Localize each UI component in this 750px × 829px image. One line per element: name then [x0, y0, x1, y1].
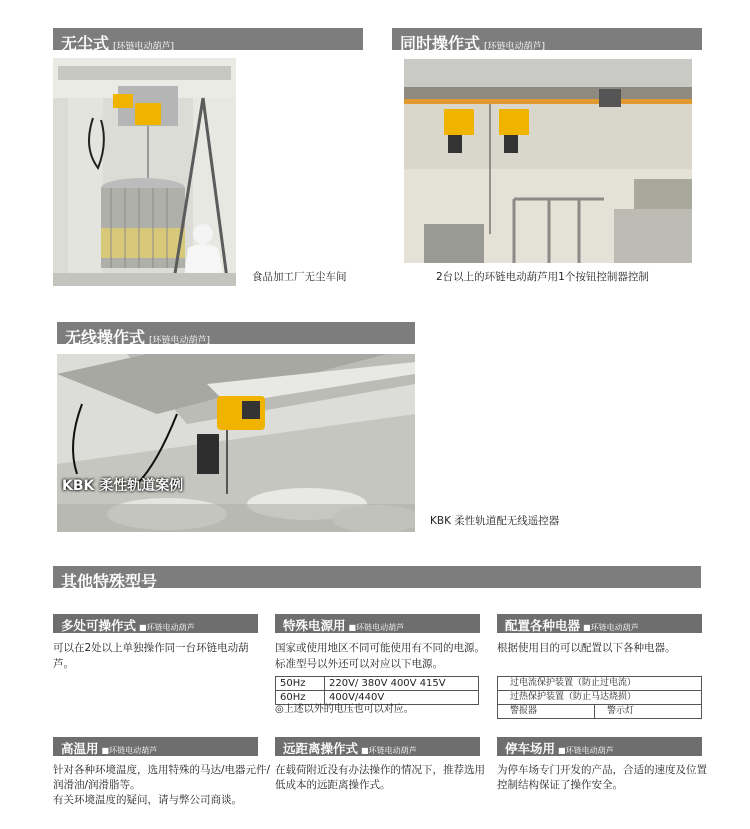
card-text-remote-1: 在载荷附近没有办法操作的情况下，推荐选用: [275, 764, 485, 776]
equipment-table: [497, 676, 702, 719]
card-header-multi: [53, 614, 258, 633]
caption-simultaneous: 2台以上的环链电动葫芦用1个按钮控制器控制: [436, 271, 649, 283]
photo-kbk-wireless: [57, 354, 415, 532]
card-subtitle: ■环链电动葫芦: [348, 623, 405, 632]
card-title: 多处可操作式: [61, 618, 137, 633]
card-header-equip: [497, 614, 702, 633]
card-title: 停车场用: [505, 741, 556, 756]
table-cell: 220V/ 380V 400V 415V: [325, 677, 479, 691]
table-cell: 60Hz: [276, 691, 325, 705]
table-cell: 50Hz: [276, 677, 325, 691]
voltage-table: [275, 676, 479, 705]
card-text-power-2: 标准型号以外还可以对应以下电源。: [275, 658, 443, 670]
card-text-heat-3: 有关环境温度的疑问，请与弊公司商谈。: [53, 794, 242, 806]
section-header-simultaneous: [392, 28, 702, 53]
card-text-heat-2: 润滑油/润滑脂等。: [53, 779, 141, 791]
card-text-remote-2: 低成本的远距离操作式。: [275, 779, 391, 791]
card-text-power-1: 国家或使用地区不同可能使用有不同的电源。: [275, 642, 485, 654]
section-title: 同时操作式: [400, 34, 481, 53]
card-text-heat-1: 针对各种环境温度，选用特殊的马达/电器元件/: [53, 764, 271, 776]
section-title: 无线操作式: [65, 328, 146, 347]
table-row: [276, 677, 479, 691]
section-subtitle: [环链电动葫芦]: [113, 42, 175, 52]
table-cell: 过电流保护装置（防止过电流）: [498, 677, 702, 691]
caption-wireless: KBK 柔性轨道配无线遥控器: [430, 515, 560, 527]
card-title: 高温用: [61, 741, 99, 756]
caption-dustfree: 食品加工厂无尘车间: [252, 271, 347, 283]
section-subtitle: [环链电动葫芦]: [484, 42, 546, 52]
table-cell: 警示灯: [595, 705, 702, 719]
card-text-equip: 根据使用目的可以配置以下各种电器。: [497, 642, 676, 654]
table-row: [498, 677, 702, 691]
card-subtitle: ■环链电动葫芦: [583, 623, 639, 632]
section-title: 无尘式: [61, 34, 110, 53]
card-subtitle: ■环链电动葫芦: [558, 746, 614, 755]
photo-overlay-label: KBK 柔性轨道案例: [62, 478, 184, 494]
section-header-dustfree: [53, 28, 363, 53]
card-subtitle: ■环链电动葫芦: [139, 623, 195, 632]
section-subtitle: [环链电动葫芦]: [149, 336, 211, 346]
card-header-parking: [497, 737, 702, 756]
card-header-power: [275, 614, 480, 633]
table-row: [498, 705, 702, 719]
section-header-wireless: [57, 322, 415, 347]
card-text-parking-1: 为停车场专门开发的产品，合适的速度及位置: [497, 764, 707, 776]
card-title: 远距离操作式: [283, 741, 359, 756]
card-subtitle: ■环链电动葫芦: [101, 746, 158, 755]
photo-dustfree-room: [53, 58, 236, 286]
card-note-power: ◎上述以外的电压也可以对应。: [275, 704, 414, 715]
card-title: 特殊电源用: [283, 618, 346, 633]
table-cell: 警报器: [498, 705, 595, 719]
section-title: 其他特殊型号: [61, 572, 158, 591]
photo-simultaneous-hoists: [404, 59, 692, 263]
card-title: 配置各种电器: [505, 618, 581, 633]
card-text-parking-2: 控制结构保证了操作安全。: [497, 779, 623, 791]
card-text-multi: 可以在2处以上单独操作同一台环链电动葫芦。: [53, 642, 249, 670]
table-cell: 过热保护装置（防止马达烧损）: [498, 691, 702, 705]
section-header-other: [53, 566, 701, 591]
card-subtitle: ■环链电动葫芦: [361, 746, 417, 755]
table-row: [498, 691, 702, 705]
table-cell: 400V/440V: [325, 691, 479, 705]
card-header-heat: [53, 737, 258, 756]
card-header-remote: [275, 737, 480, 756]
